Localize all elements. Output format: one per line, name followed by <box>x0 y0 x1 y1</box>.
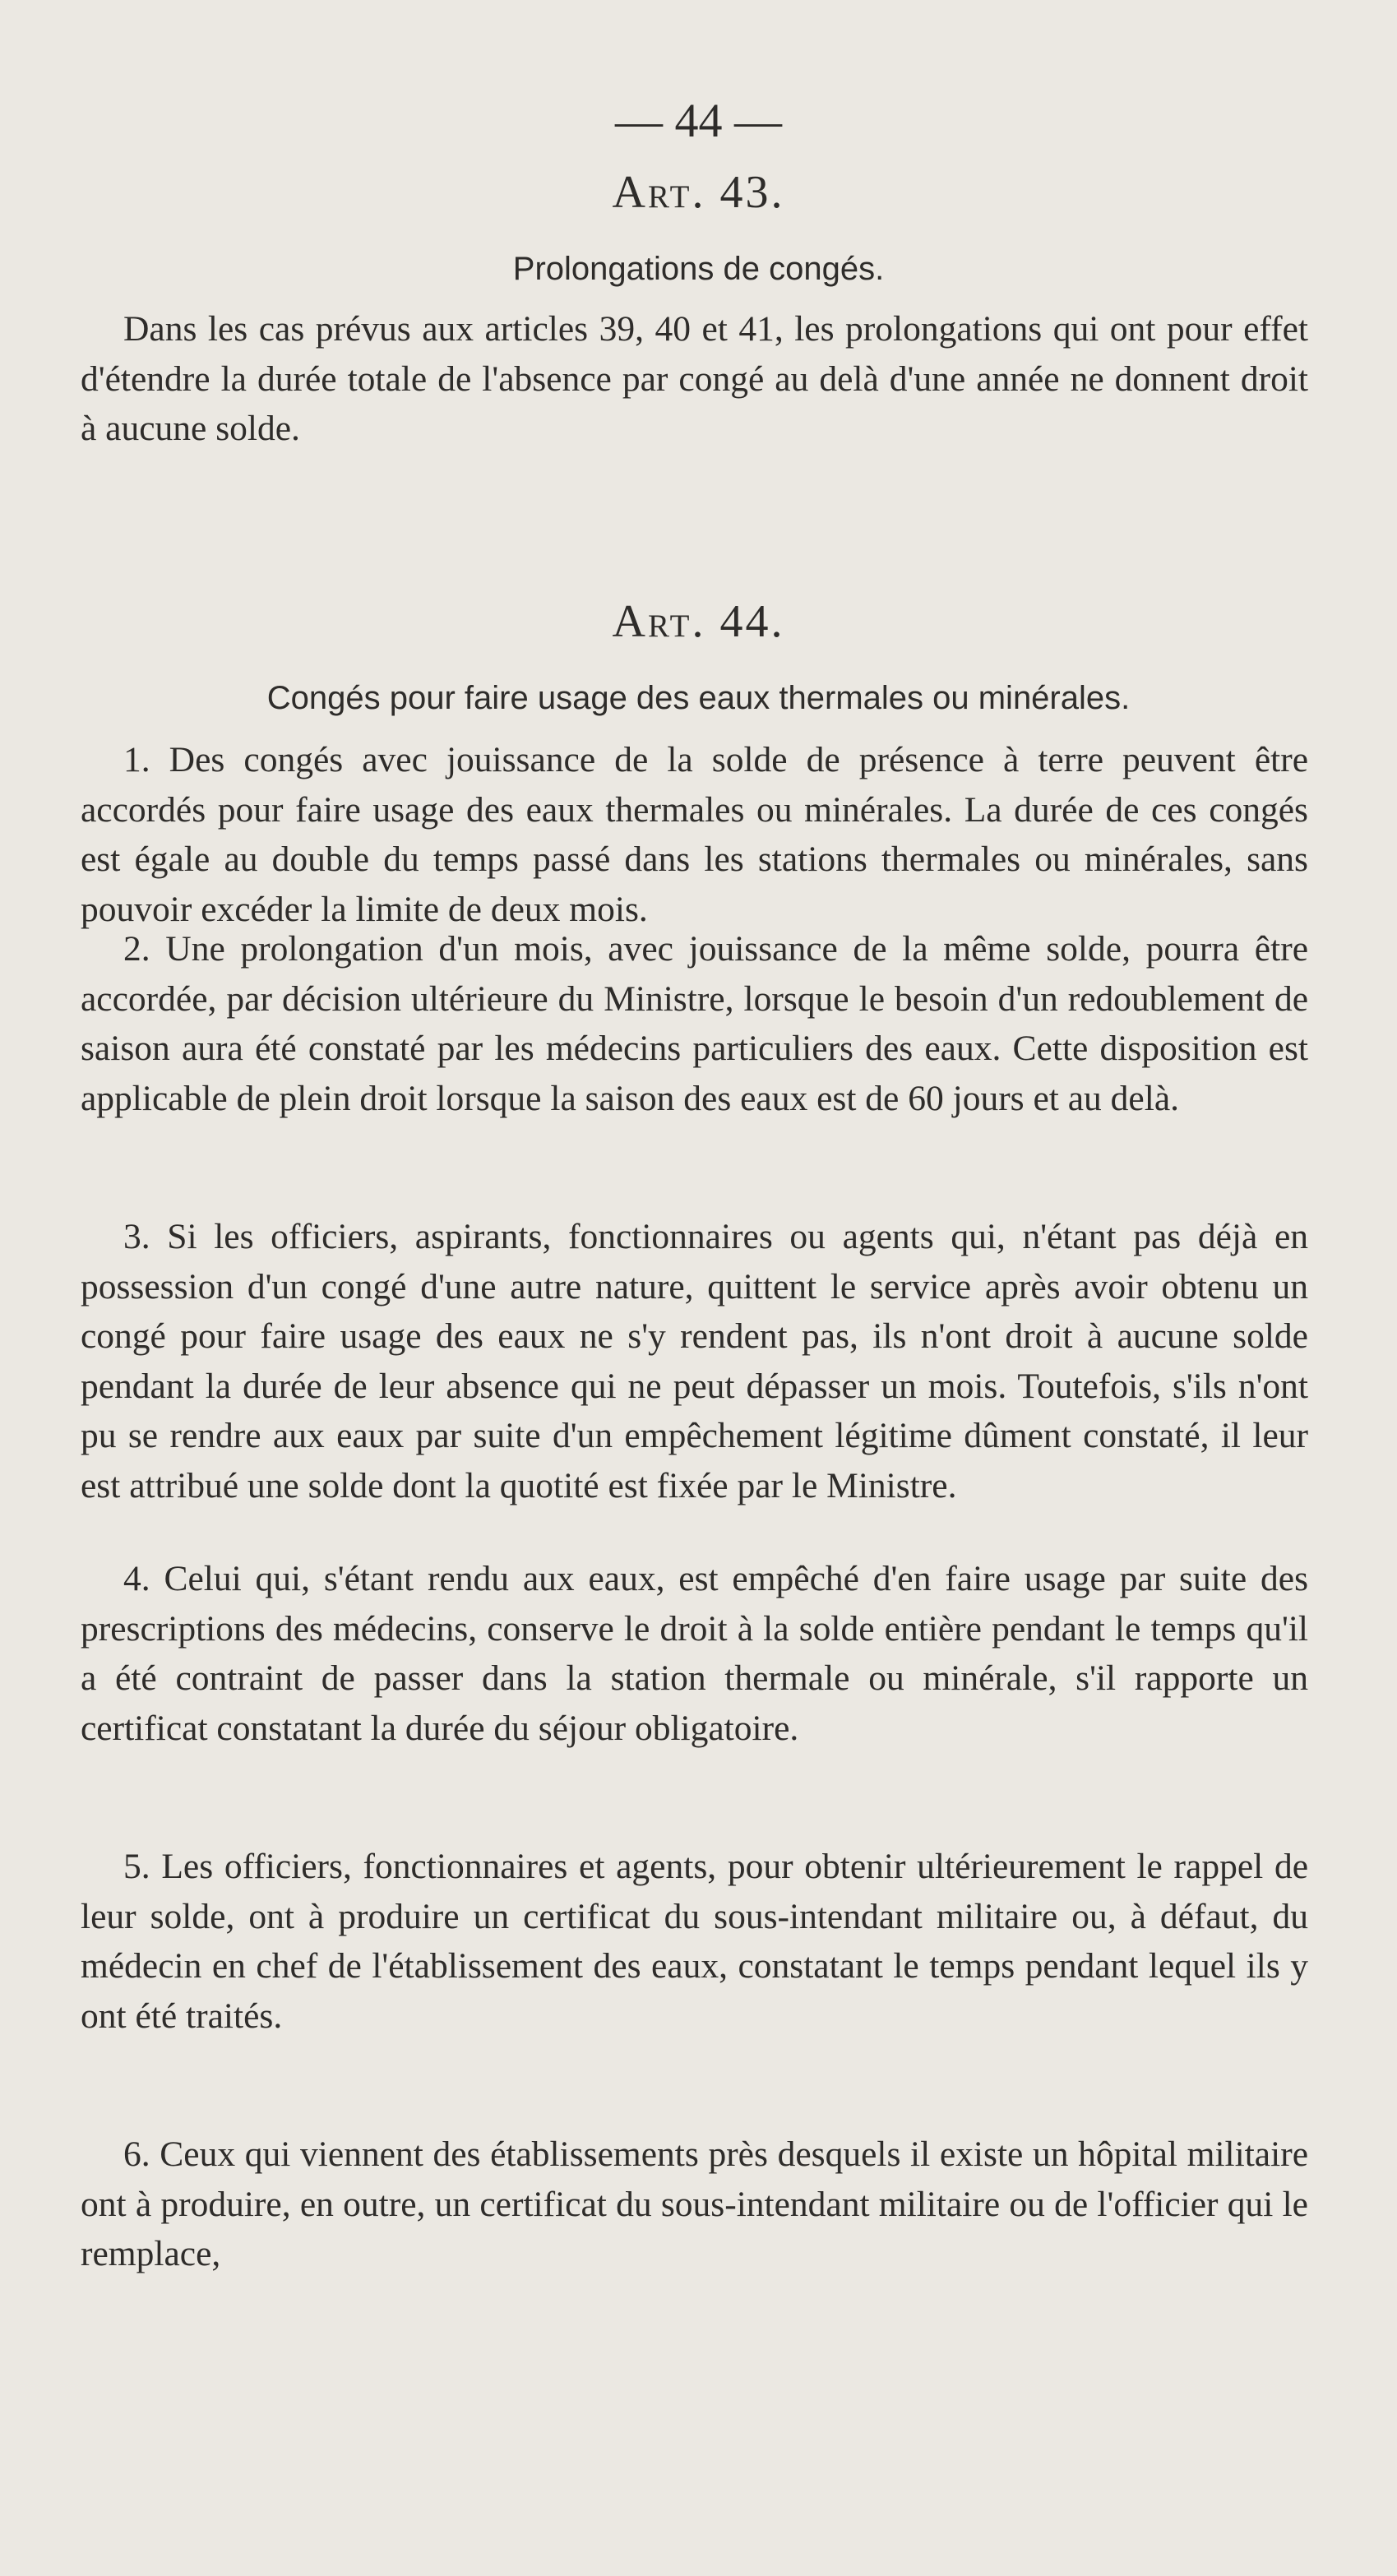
article-43-paragraph <box>81 304 1308 454</box>
article-44-subtitle: Congés pour faire usage des eaux thermales ou minérales. <box>266 680 1131 716</box>
paragraph-text: 1. Des congés avec jouissance de la solde de présence à terre peuvent être accordés pour faire usage des eaux thermales ou minérales. La durée de ces congés est égale au double du temps passé dans les stations thermales ou minérales, sans pouvoir excéder la limite de deux mois. <box>81 740 1308 929</box>
article-43-subtitle: Prolongations de congés. <box>512 251 885 287</box>
page-number: — 44 — <box>615 94 782 147</box>
article-43-title: Art. 43. <box>612 167 785 218</box>
article-44-paragraph-5 <box>81 1842 1308 2041</box>
paragraph-text: 3. Si les officiers, aspirants, fonctionnaires ou agents qui, n'étant pas déjà en possession d'un congé d'une autre nature, quittent le service après avoir obtenu un congé pour faire usage des eaux ne s'y rendent pas, ils n'ont droit à aucune solde pendant la durée de leur absence qui ne peut dépasser un mois. Toutefois, s'ils n'ont pu se rendre aux eaux par suite d'un empêchement légitime dûment constaté, il leur est attribué une solde dont la quotité est fixée par le Ministre. <box>81 1217 1308 1505</box>
article-43-paragraph-text: Dans les cas prévus aux articles 39, 40 et 41, les prolongations qui ont pour effet d'étendre la durée totale de l'absence par congé au delà d'une année ne donnent droit à aucune solde. <box>81 309 1308 448</box>
article-44-paragraph-4 <box>81 1554 1308 1753</box>
paragraph-text: 4. Celui qui, s'étant rendu aux eaux, est empêché d'en faire usage par suite des prescriptions des médecins, conserve le droit à la solde entière pendant le temps qu'il a été contraint de passer dans la station thermale ou minérale, s'il rapporte un certificat constatant la durée du séjour obligatoire. <box>81 1559 1308 1748</box>
article-44-paragraph-3 <box>81 1212 1308 1510</box>
paragraph-text: 2. Une prolongation d'un mois, avec jouissance de la même solde, pourra être accordée, par décision ultérieure du Ministre, lorsque le besoin d'un redoublement de saison aura été constaté par les médecins particuliers des eaux. Cette disposition est applicable de plein droit lorsque la saison des eaux est de 60 jours et au delà. <box>81 929 1308 1118</box>
paragraph-text: 6. Ceux qui viennent des établissements près desquels il existe un hôpital militaire ont à produire, en outre, un certificat du sous-intendant militaire ou de l'officier qui le remplace, <box>81 2134 1308 2273</box>
article-44-paragraph-2 <box>81 924 1308 1123</box>
paragraph-text: 5. Les officiers, fonctionnaires et agents, pour obtenir ultérieurement le rappel de leur solde, ont à produire un certificat du sous-intendant militaire ou, à défaut, du médecin en chef de l'établissement des eaux, constatant le temps pendant lequel ils y ont été traités. <box>81 1847 1308 2036</box>
article-44-title: Art. 44. <box>612 596 785 647</box>
article-44-paragraph-1 <box>81 735 1308 934</box>
article-44-paragraph-6 <box>81 2130 1308 2279</box>
